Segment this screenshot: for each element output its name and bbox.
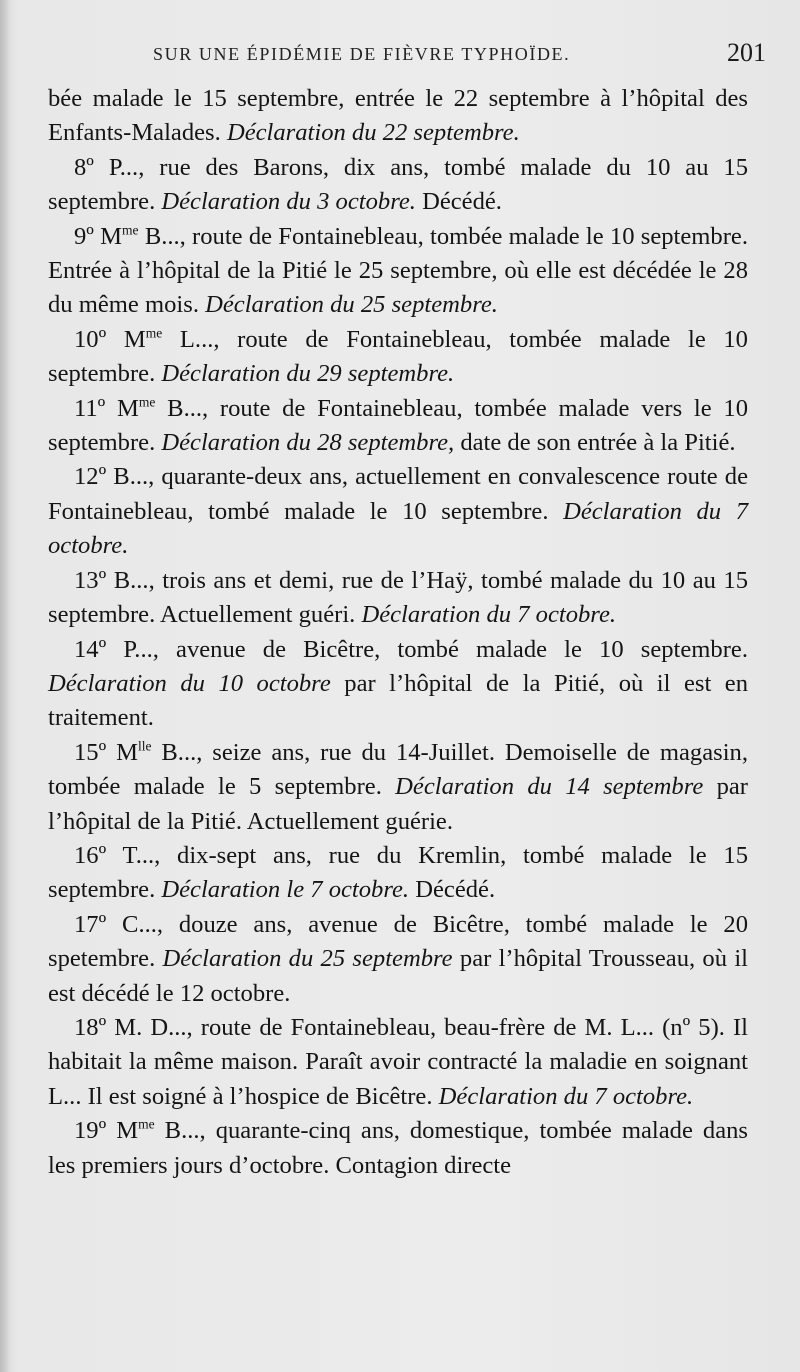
text-segment: 11º M xyxy=(74,394,139,422)
superscript: me xyxy=(138,394,156,410)
text-segment: 8º P..., rue des Barons, dix ans, tombé malade du 10 au 15 septembre. xyxy=(48,153,748,216)
case-entry xyxy=(48,220,748,323)
text-segment: 17º C..., douze ans, avenue de Bicêtre, tombé malade le 20 spetembre. xyxy=(48,910,748,973)
italic-text: Déclaration du 3 octobre. xyxy=(161,188,416,216)
italic-text: Déclaration du 14 septembre xyxy=(395,773,704,801)
text-segment: B..., seize ans, rue du 14-Juillet. Demoiselle de magasin, tombée malade le 5 septembre. xyxy=(48,738,748,801)
text-segment: L..., route de Fontainebleau, tombée malade le 10 septembre. xyxy=(48,325,748,388)
text-segment: bée malade le 15 septembre, entrée le 22 septembre à l’hôpital des Enfants-Malades. xyxy=(48,85,748,147)
text-segment: B..., route de Fontainebleau, tombée malade vers le 10 septembre. xyxy=(48,394,749,457)
text-segment: Décédé. xyxy=(415,188,502,216)
text-segment: B..., route de Fontainebleau, tombée malade le 10 septembre. Entrée à l’hôpital de la Pitié le 25 septembre, où elle est décédée le 28 du même mois. xyxy=(48,222,748,319)
text-segment: 14º P..., avenue de Bicêtre, tombé malade le 10 septembre. xyxy=(74,635,748,663)
text-segment: par l’hôpital de la Pitié, où il est en traitement. xyxy=(48,669,749,732)
text-segment: 10º M xyxy=(74,325,146,353)
italic-text: Déclaration du 29 septembre. xyxy=(161,360,455,388)
superscript: me xyxy=(145,325,163,341)
superscript: me xyxy=(122,222,139,238)
italic-text: Déclaration du 25 septembre. xyxy=(205,291,498,319)
case-entry xyxy=(48,323,748,392)
page-edge-shadow xyxy=(0,0,10,1372)
case-entry xyxy=(48,839,748,908)
text-segment: par l’hôpital Trousseau, où il est décédé le 12 octobre. xyxy=(48,945,748,1007)
case-entry xyxy=(48,392,748,461)
text-segment: Décédé. xyxy=(409,876,496,904)
italic-text: Déclaration du 7 octobre. xyxy=(438,1082,694,1110)
running-title: SUR UNE ÉPIDÉMIE DE FIÈVRE TYPHOÏDE. xyxy=(153,44,571,64)
italic-text: Déclaration du 7 octobre. xyxy=(48,497,748,560)
case-entry xyxy=(48,736,748,839)
text-segment: B..., quarante-cinq ans, domestique, tombée malade dans les premiers jours d’octobre. Contagion directe xyxy=(48,1117,748,1179)
superscript: me xyxy=(138,1116,155,1132)
paragraph-continuation xyxy=(48,82,748,151)
italic-text: Déclaration du 22 septembre. xyxy=(226,119,520,147)
text-segment: 19º M xyxy=(74,1117,139,1145)
text-segment: par l’hôpital de la Pitié. Actuellement guérie. xyxy=(48,773,748,835)
page-number: 201 xyxy=(727,38,766,67)
text-segment: date de son entrée à la Pitié. xyxy=(454,429,736,457)
case-entry xyxy=(48,460,748,563)
case-entry xyxy=(48,1114,748,1183)
italic-text: Déclaration le 7 octobre. xyxy=(161,876,410,904)
case-entry xyxy=(48,633,748,736)
text-segment: 18º M. D..., route de Fontainebleau, beau-frère de M. L... (nº 5). Il habitait la même maison. Paraît avoir contracté la maladie en soignant L... Il est soigné à l’hospice de Bicêtre. xyxy=(48,1013,748,1110)
italic-text: Déclaration du 10 octobre xyxy=(48,669,331,697)
case-entry xyxy=(48,151,748,220)
text-segment: 12º B..., quarante-deux ans, actuellement en convalescence route de Fontainebleau, tombé malade le 10 septembre. xyxy=(48,463,748,525)
case-entry xyxy=(48,908,748,1011)
superscript: lle xyxy=(137,738,152,754)
italic-text: Déclaration du 7 octobre. xyxy=(361,601,617,629)
case-entry xyxy=(48,564,748,633)
body-text xyxy=(48,82,748,1183)
text-segment: 13º B..., trois ans et demi, rue de l’Haÿ, tombé malade du 10 au 15 septembre. Actuellement guéri. xyxy=(48,566,748,629)
page-header xyxy=(48,38,766,72)
case-entry xyxy=(48,1011,748,1114)
text-segment: 16º T..., dix-sept ans, rue du Kremlin, tombé malade le 15 septembre. xyxy=(48,841,748,904)
italic-text: Déclaration du 25 septembre xyxy=(162,945,453,973)
italic-text: Déclaration du 28 septembre, xyxy=(161,429,455,457)
text-segment: 9º M xyxy=(74,222,123,250)
text-segment: 15º M xyxy=(74,738,138,766)
